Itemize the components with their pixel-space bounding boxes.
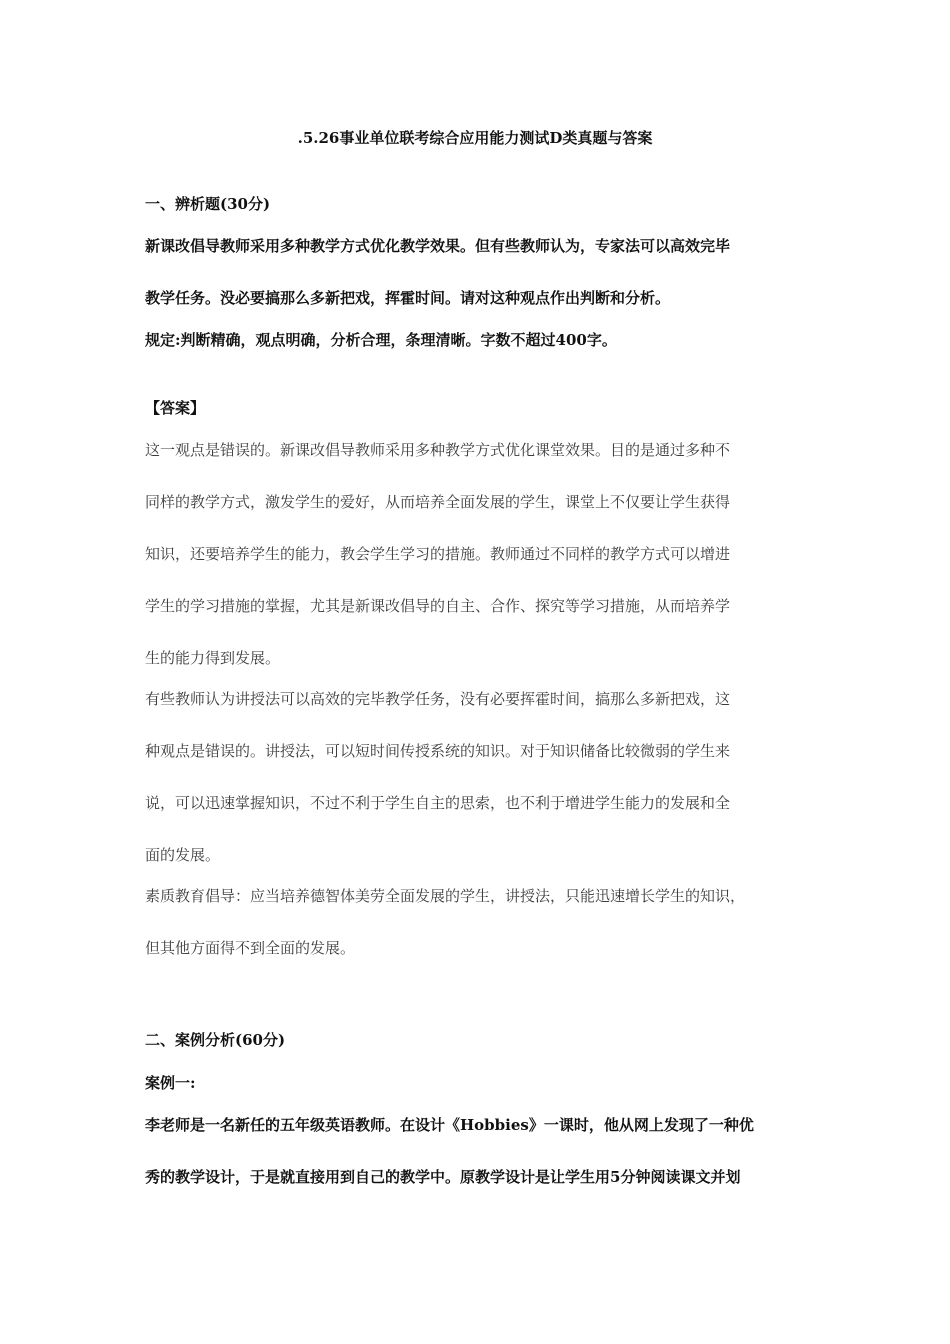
answer-para2-line-4: 面的发展。: [145, 846, 221, 864]
answer-para1-line-1: 这一观点是错误的。新课改倡导教师采用多种教学方式优化课堂效果。目的是通过多种不: [145, 441, 731, 459]
answer-para1-line-3: 知识，还要培养学生的能力，教会学生学习的措施。教师通过不同样的教学方式可以增进: [145, 545, 731, 563]
answer-para3-line-1: 素质教育倡导：应当培养德智体美劳全面发展的学生，讲授法，只能迅速增长学生的知识，: [145, 887, 746, 905]
answer-para1-line-5: 生的能力得到发展。: [145, 649, 281, 667]
answer-para2-line-2: 种观点是错误的。讲授法，可以短时间传授系统的知识。对于知识储备比较微弱的学生来: [145, 742, 731, 760]
answer-para2-line-3: 说，可以迅速掌握知识，不过不利于学生自主的思索，也不利于增进学生能力的发展和全: [145, 794, 731, 812]
document-title: .5.26事业单位联考综合应用能力测试D类真题与答案: [297, 129, 653, 147]
answer-para1-line-2: 同样的教学方式，激发学生的爱好，从而培养全面发展的学生，课堂上不仅要让学生获得: [145, 493, 731, 511]
case-label: 案例一:: [145, 1074, 196, 1092]
answer-para2-line-1: 有些教师认为讲授法可以高效的完毕教学任务，没有必要挥霍时间，搞那么多新把戏，这: [145, 690, 731, 708]
answer-para3-line-2: 但其他方面得不到全面的发展。: [145, 939, 356, 957]
question-line-1: 新课改倡导教师采用多种教学方式优化教学效果。但有些教师认为，专家法可以高效完毕: [145, 237, 731, 255]
section2-heading: 二、案例分析(60分): [145, 1031, 286, 1049]
section1-heading: 一、辨析题(30分): [145, 195, 271, 213]
case-line-2: 秀的教学设计，于是就直接用到自己的教学中。原教学设计是让学生用5分钟阅读课文并划: [145, 1168, 741, 1186]
requirement-text: 规定:判断精确，观点明确，分析合理，条理清晰。字数不超过400字。: [145, 331, 617, 349]
answer-label: 【答案】: [145, 399, 206, 417]
question-line-2: 教学任务。没必要搞那么多新把戏，挥霍时间。请对这种观点作出判断和分析。: [145, 289, 671, 307]
answer-para1-line-4: 学生的学习措施的掌握，尤其是新课改倡导的自主、合作、探究等学习措施，从而培养学: [145, 597, 731, 615]
case-line-1: 李老师是一名新任的五年级英语教师。在设计《Hobbies》一课时，他从网上发现了一种优: [145, 1116, 754, 1134]
